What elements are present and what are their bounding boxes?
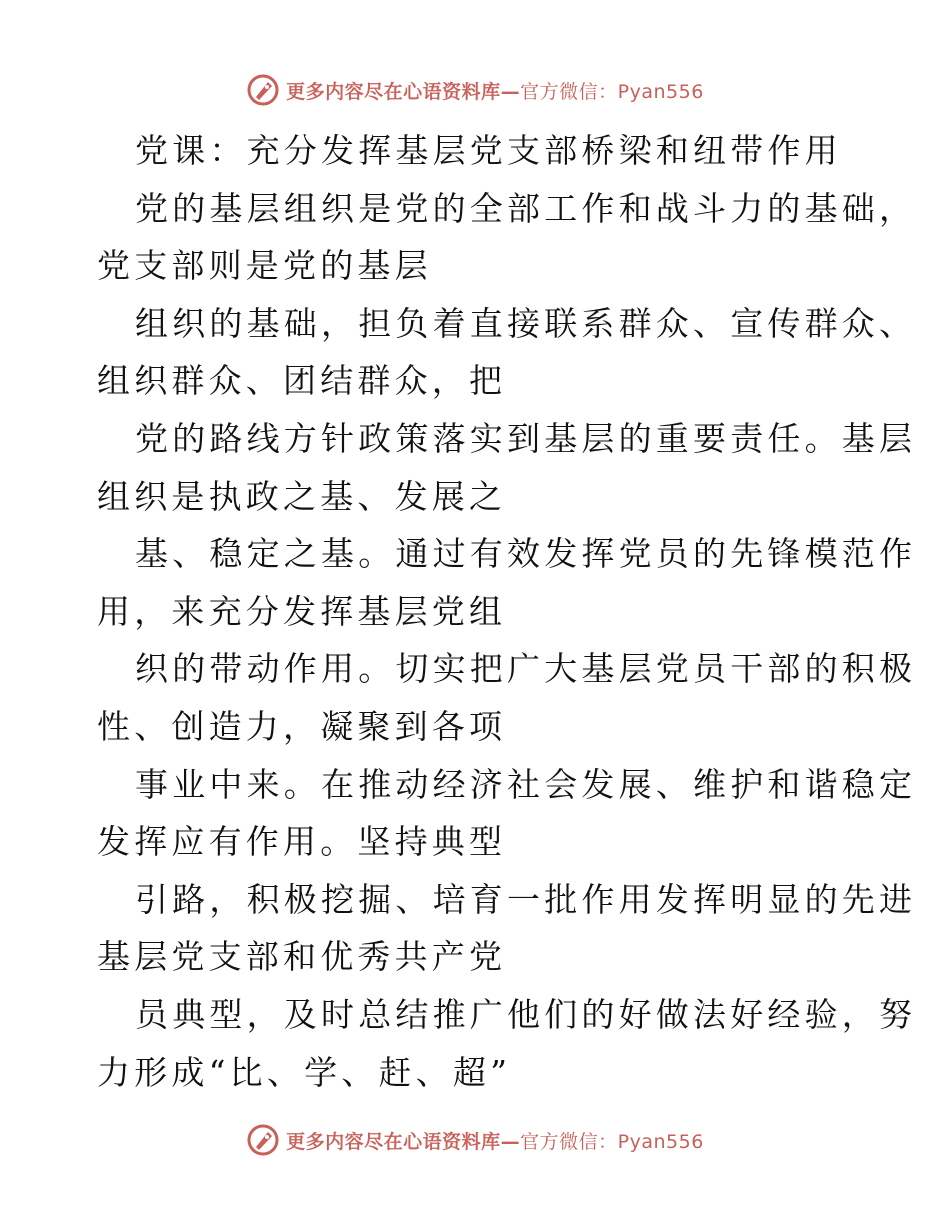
- header-banner-text: [286, 77, 704, 104]
- document-body: [97, 122, 917, 1101]
- paragraph-line: 组织是执政之基、发展之: [97, 476, 507, 516]
- paragraph-line: 组织群众、团结群众，把: [97, 361, 507, 401]
- paragraph-line: 织的带动作用。切实把广大基层党员干部的积极: [135, 649, 917, 689]
- paragraph-line: 党支部则是党的基层: [97, 246, 432, 286]
- header-banner: [0, 70, 950, 110]
- paragraph-line: 性、创造力，凝聚到各项: [97, 706, 507, 746]
- paragraph-line: 基层党支部和优秀共产党: [97, 937, 507, 977]
- header-banner-separator: —: [500, 80, 521, 103]
- footer-banner-text: [286, 1127, 704, 1154]
- paragraph-line: 用，来充分发挥基层党组: [97, 591, 507, 631]
- pen-nib-circle-icon: [246, 73, 280, 107]
- paragraph-line: 基、稳定之基。通过有效发挥党员的先锋模范作: [135, 534, 917, 574]
- paragraph-line: 组织的基础，担负着直接联系群众、宣传群众、: [135, 303, 917, 343]
- paragraph-line: 力形成“比、学、赶、超”: [97, 1052, 512, 1092]
- footer-banner-title: 更多内容尽在心语资料库: [286, 1130, 501, 1153]
- paragraph-line: 发挥应有作用。坚持典型: [97, 822, 507, 862]
- header-banner-title: 更多内容尽在心语资料库: [286, 80, 501, 103]
- paragraph-line: 党的路线方针政策落实到基层的重要责任。基层: [135, 418, 917, 458]
- footer-banner-contact: 官方微信：Pyan556: [520, 1130, 704, 1153]
- paragraph-line: 党的基层组织是党的全部工作和战斗力的基础，: [135, 188, 917, 228]
- footer-banner-separator: —: [500, 1130, 521, 1153]
- header-banner-contact: 官方微信：Pyan556: [520, 80, 704, 103]
- footer-banner: [0, 1120, 950, 1160]
- document-title: 党课：充分发挥基层党支部桥梁和纽带作用: [135, 131, 842, 170]
- paragraph-line: 员典型，及时总结推广他们的好做法好经验，努: [135, 994, 917, 1034]
- paragraph-line: 引路，积极挖掘、培育一批作用发挥明显的先进: [135, 879, 917, 919]
- paragraph-line: 事业中来。在推动经济社会发展、维护和谐稳定: [135, 764, 917, 804]
- pen-nib-circle-icon: [246, 1123, 280, 1157]
